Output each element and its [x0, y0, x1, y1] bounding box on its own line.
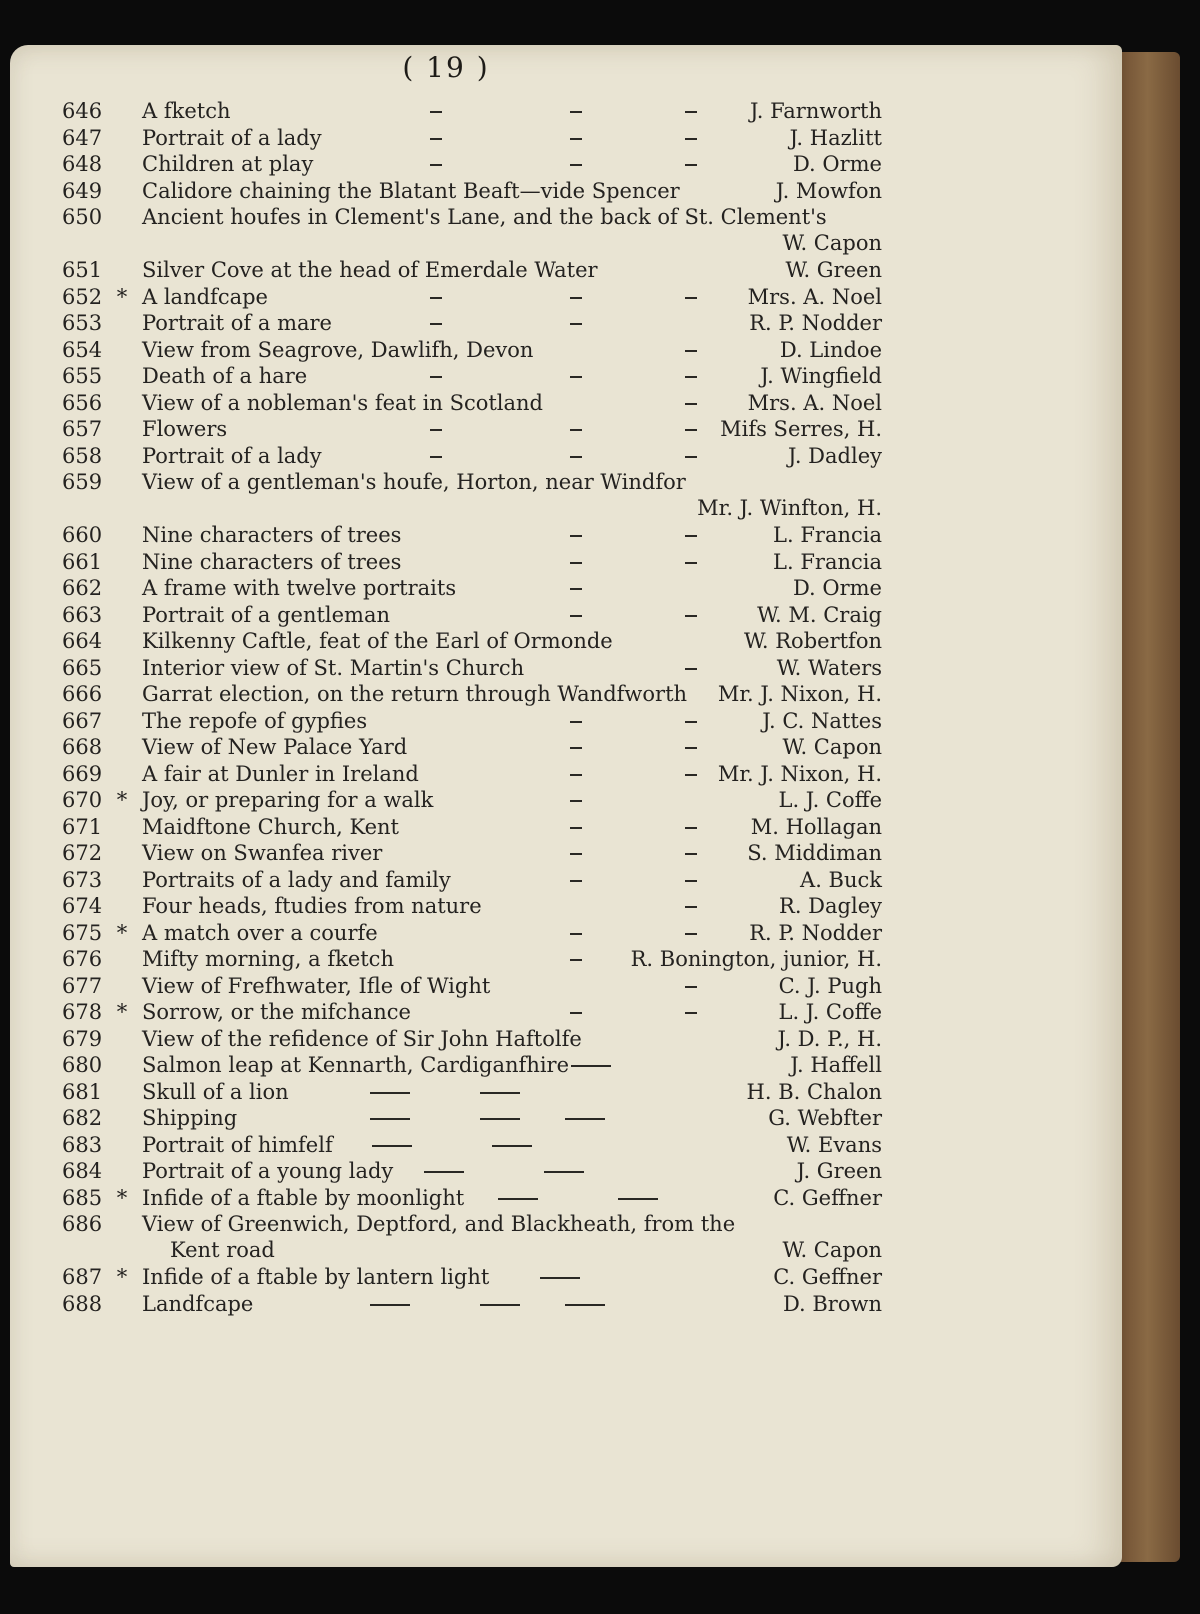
entry-number: 651: [62, 258, 103, 282]
catalogue-entry: [10, 629, 1122, 656]
entry-title: Infide of a ftable by moonlight: [142, 1185, 465, 1210]
entry-title: The repofe of gypfies: [142, 708, 368, 733]
entry-artist: R. Bonington, junior, H.: [630, 947, 882, 971]
entry-artist: W. Waters: [776, 655, 882, 680]
dash-separator: [685, 1012, 697, 1014]
catalogue-entry: [10, 391, 1122, 418]
entry-number: 659: [62, 470, 103, 494]
dash-separator: [565, 1304, 605, 1306]
entry-number: 668: [62, 735, 103, 759]
catalogue-entry: [10, 603, 1122, 630]
dash-separator: [685, 429, 697, 431]
dash-separator: [370, 1092, 410, 1094]
entry-title: Portraits of a lady and family: [142, 867, 451, 892]
catalogue-entry: [10, 709, 1122, 736]
entry-number: 648: [62, 152, 103, 176]
entry-title: Maidftone Church, Kent: [142, 814, 399, 839]
entry-title: Salmon leap at Kennarth, Cardiganfhire: [142, 1053, 570, 1077]
entry-title: View on Swanfea river: [142, 841, 383, 865]
entry-artist: Mifs Serres, H.: [720, 417, 882, 441]
entry-title: Interior view of St. Martin's Church: [142, 655, 525, 680]
entry-title: Garrat election, on the return through Wandfworth: [142, 682, 688, 706]
entry-artist: G. Webfter: [768, 1106, 882, 1130]
dash-separator: [685, 880, 697, 882]
entry-artist: J. Green: [796, 1159, 882, 1183]
entry-number: 671: [62, 814, 103, 839]
entry-number: 652: [62, 284, 103, 309]
entry-title: A fketch: [142, 99, 231, 123]
entry-artist: J. Wingfield: [760, 364, 882, 388]
catalogue-entry: [10, 1000, 1122, 1027]
page-header: [10, 51, 1122, 84]
dash-separator: [424, 1171, 464, 1173]
dash-separator: [370, 1118, 410, 1120]
dash-separator: [685, 164, 697, 166]
entry-title: Ancient houfes in Clement's Lane, and the back of St. Clement's: [142, 205, 827, 229]
dash-separator: [570, 323, 582, 325]
dash-separator: [480, 1304, 520, 1306]
dash-separator: [430, 164, 442, 166]
entry-number: 654: [62, 337, 103, 362]
entry-title: Shipping: [142, 1106, 238, 1130]
dash-separator: [570, 959, 582, 961]
catalogue-entry: [10, 1080, 1122, 1107]
dash-separator: [685, 615, 697, 617]
entry-artist: S. Middiman: [747, 841, 882, 865]
catalogue-entry: [10, 1106, 1122, 1133]
dash-separator: [570, 615, 582, 617]
dash-separator: [540, 1277, 580, 1279]
entry-number: 646: [62, 99, 103, 123]
dash-separator: [570, 111, 582, 113]
catalogue-entry: [10, 205, 1122, 258]
entry-title: Mifty morning, a fketch: [142, 947, 394, 971]
entry-title: View from Seagrove, Dawlifh, Devon: [142, 337, 534, 362]
dash-separator: [570, 933, 582, 935]
entry-title: Landfcape: [142, 1291, 254, 1316]
dash-separator: [430, 456, 442, 458]
entry-artist: J. Dadley: [788, 443, 882, 468]
catalogue-entry: [10, 735, 1122, 762]
entry-title: Silver Cove at the head of Emerdale Water: [142, 258, 598, 282]
dash-separator: [570, 721, 582, 723]
entry-artist: J. C. Nattes: [762, 708, 882, 733]
dash-separator: [685, 297, 697, 299]
dash-separator: [570, 456, 582, 458]
entry-number: 662: [62, 576, 103, 600]
entry-artist: D. Brown: [782, 1291, 882, 1316]
entry-number: 675: [62, 920, 103, 945]
catalogue-entry: [10, 550, 1122, 577]
dash-separator: [685, 562, 697, 564]
entry-title: View of New Palace Yard: [142, 735, 408, 759]
dash-separator: [685, 933, 697, 935]
entry-title: Calidore chaining the Blatant Beaft—vide Spencer: [142, 178, 680, 203]
entry-number: 672: [62, 841, 103, 865]
catalogue-entry: [10, 841, 1122, 868]
entry-artist: D. Orme: [792, 152, 882, 176]
entry-title: Children at play: [142, 152, 314, 176]
entry-number: 685: [62, 1185, 103, 1210]
dash-separator: [685, 827, 697, 829]
catalogue-entry: [10, 1159, 1122, 1186]
dash-separator: [685, 535, 697, 537]
entry-number: 686: [62, 1212, 103, 1236]
entry-title: Joy, or preparing for a walk: [142, 788, 434, 812]
dash-separator: [685, 853, 697, 855]
entry-number: 673: [62, 867, 103, 892]
entry-artist: W. Capon: [782, 231, 882, 255]
entry-number: 653: [62, 311, 103, 335]
entry-artist: W. Green: [785, 258, 882, 282]
entry-artist: R. P. Nodder: [749, 920, 882, 945]
entry-number: 649: [62, 178, 103, 203]
entry-number: 660: [62, 523, 103, 547]
catalogue-entry: [10, 338, 1122, 365]
entry-title: Flowers: [142, 417, 228, 441]
asterisk-mark: *: [116, 284, 128, 309]
catalogue-entry: [10, 682, 1122, 709]
entry-artist: W. Robertfon: [743, 629, 882, 653]
dash-separator: [480, 1118, 520, 1120]
dash-separator: [570, 774, 582, 776]
catalogue-entry: [10, 179, 1122, 206]
dash-separator: [570, 588, 582, 590]
entry-number: 687: [62, 1265, 103, 1289]
asterisk-mark: *: [116, 788, 128, 812]
dash-separator: [430, 323, 442, 325]
catalogue-entry: [10, 417, 1122, 444]
entry-number: 676: [62, 947, 103, 971]
catalogue-entry: [10, 364, 1122, 391]
asterisk-mark: *: [116, 1185, 128, 1210]
catalogue-entry: [10, 1186, 1122, 1213]
catalogue-entry: [10, 444, 1122, 471]
entry-artist: R. Dagley: [779, 894, 882, 918]
dash-separator: [570, 164, 582, 166]
dash-separator: [685, 668, 697, 670]
entry-number: 669: [62, 761, 103, 786]
entry-artist: L. J. Coffe: [778, 788, 882, 812]
dash-separator: [570, 429, 582, 431]
dash-separator: [570, 880, 582, 882]
dash-separator: [570, 800, 582, 802]
asterisk-mark: *: [116, 1000, 128, 1024]
entry-title: A frame with twelve portraits: [142, 576, 457, 600]
dash-separator: [685, 747, 697, 749]
asterisk-mark: *: [116, 1265, 128, 1289]
entry-title: Portrait of a gentleman: [142, 602, 391, 627]
entry-artist: Mr. J. Nixon, H.: [717, 682, 882, 706]
entry-title: A match over a courfe: [142, 920, 378, 945]
dash-separator: [685, 403, 697, 405]
entry-number: 663: [62, 602, 103, 627]
dash-separator: [492, 1145, 532, 1147]
catalogue-entry: [10, 576, 1122, 603]
dash-separator: [570, 297, 582, 299]
catalogue-entry: [10, 285, 1122, 312]
catalogue-entry: [10, 258, 1122, 285]
entry-number: 684: [62, 1159, 103, 1183]
dash-separator: [685, 138, 697, 140]
catalogue-entry: [10, 1212, 1122, 1265]
entry-artist: D. Orme: [792, 576, 882, 600]
dash-separator: [498, 1198, 538, 1200]
catalogue-entry: [10, 815, 1122, 842]
entry-artist: Mr. J. Winfton, H.: [697, 496, 882, 520]
dash-separator: [544, 1171, 584, 1173]
catalogue-entry: [10, 656, 1122, 683]
catalogue-entry: [10, 921, 1122, 948]
entry-title: View of Greenwich, Deptford, and Blackheath, from the: [142, 1212, 736, 1236]
entry-title: View of the refidence of Sir John Haftolfe: [142, 1026, 582, 1051]
entry-number: 670: [62, 788, 103, 812]
entry-number: 677: [62, 973, 103, 998]
dash-separator: [372, 1145, 412, 1147]
catalogue-entry: [10, 470, 1122, 523]
entry-number: 657: [62, 417, 103, 441]
dash-separator: [480, 1092, 520, 1094]
entry-title: Portrait of a mare: [142, 311, 332, 335]
entry-artist: R. P. Nodder: [749, 311, 882, 335]
entry-title-continued: Kent road: [170, 1238, 275, 1262]
dash-separator: [570, 1012, 582, 1014]
dash-separator: [570, 535, 582, 537]
catalogue-entry: [10, 99, 1122, 126]
entry-number: 683: [62, 1132, 103, 1157]
dash-separator: [430, 138, 442, 140]
entry-artist: W. Capon: [782, 1238, 882, 1262]
entry-artist: J. Farnworth: [750, 99, 882, 123]
entry-number: 666: [62, 682, 103, 706]
catalogue-entry: [10, 311, 1122, 338]
entry-title: Skull of a lion: [142, 1079, 289, 1104]
catalogue-entry: [10, 974, 1122, 1001]
entry-artist: W. M. Craig: [757, 602, 882, 627]
entry-artist: J. D. P., H.: [777, 1026, 882, 1051]
catalogue-entry: [10, 1027, 1122, 1054]
entry-artist: C. Geffner: [773, 1185, 882, 1210]
entry-artist: Mrs. A. Noel: [747, 284, 882, 309]
dash-separator: [570, 562, 582, 564]
entry-artist: J. Haffell: [790, 1053, 882, 1077]
entry-artist: L. J. Coffe: [778, 1000, 882, 1024]
dash-separator: [570, 376, 582, 378]
entry-artist: A. Buck: [800, 867, 882, 892]
entry-number: 681: [62, 1079, 103, 1104]
dash-separator: [430, 376, 442, 378]
dash-separator: [430, 297, 442, 299]
entry-title: View of Frefhwater, Ifle of Wight: [142, 973, 491, 998]
dash-separator: [685, 721, 697, 723]
entry-title: View of a nobleman's feat in Scotland: [142, 390, 543, 415]
entry-number: 679: [62, 1026, 103, 1051]
catalogue-entry: [10, 1133, 1122, 1160]
entry-title: View of a gentleman's houfe, Horton, near Windfor: [142, 470, 686, 494]
dash-separator: [685, 456, 697, 458]
entry-artist: C. J. Pugh: [778, 973, 882, 998]
dash-separator: [571, 1065, 611, 1067]
entry-number: 658: [62, 443, 103, 468]
entry-number: 680: [62, 1053, 103, 1077]
entry-number: 655: [62, 364, 103, 388]
page: [10, 45, 1122, 1567]
dash-separator: [570, 853, 582, 855]
entry-artist: L. Francia: [773, 549, 882, 574]
entry-number: 674: [62, 894, 103, 918]
entry-number: 650: [62, 205, 103, 229]
entry-title: Portrait of a lady: [142, 443, 322, 468]
entry-artist: Mrs. A. Noel: [747, 390, 882, 415]
entry-artist: L. Francia: [773, 523, 882, 547]
dash-separator: [430, 429, 442, 431]
entry-title: Four heads, ftudies from nature: [142, 894, 482, 918]
dash-separator: [685, 111, 697, 113]
catalogue-entry: [10, 126, 1122, 153]
catalogue-entry: [10, 762, 1122, 789]
entry-title: Nine characters of trees: [142, 549, 402, 574]
entry-artist: J. Hazlitt: [789, 125, 882, 150]
catalogue-entry: [10, 1053, 1122, 1080]
entry-number: 656: [62, 390, 103, 415]
catalogue-entry: [10, 1292, 1122, 1319]
page-number: ( 19 ): [402, 51, 490, 84]
entry-title: A landfcape: [142, 284, 268, 309]
entry-title: A fair at Dunler in Ireland: [142, 761, 419, 786]
entry-title: Portrait of a lady: [142, 125, 322, 150]
entry-artist: Mr. J. Nixon, H.: [717, 761, 882, 786]
catalogue-entry: [10, 788, 1122, 815]
dash-separator: [685, 350, 697, 352]
entry-artist: H. B. Chalon: [746, 1079, 882, 1104]
dash-separator: [370, 1304, 410, 1306]
entry-title: Nine characters of trees: [142, 523, 402, 547]
entry-number: 667: [62, 708, 103, 733]
entry-number: 664: [62, 629, 103, 653]
catalogue-entry: [10, 868, 1122, 895]
entry-title: Infide of a ftable by lantern light: [142, 1265, 490, 1289]
entry-title: Portrait of himfelf: [142, 1132, 333, 1157]
dash-separator: [570, 138, 582, 140]
entry-title: Death of a hare: [142, 364, 308, 388]
entry-title: Portrait of a young lady: [142, 1159, 394, 1183]
dash-separator: [618, 1198, 658, 1200]
catalogue-list: [10, 99, 1122, 1318]
catalogue-entry: [10, 894, 1122, 921]
catalogue-entry: [10, 152, 1122, 179]
dash-separator: [685, 986, 697, 988]
catalogue-entry: [10, 1265, 1122, 1292]
dash-separator: [685, 906, 697, 908]
entry-artist: D. Lindoe: [779, 337, 882, 362]
entry-artist: C. Geffner: [773, 1265, 882, 1289]
catalogue-entry: [10, 947, 1122, 974]
entry-artist: M. Hollagan: [750, 814, 882, 839]
entry-number: 647: [62, 125, 103, 150]
dash-separator: [685, 376, 697, 378]
entry-number: 665: [62, 655, 103, 680]
entry-artist: W. Capon: [782, 735, 882, 759]
dash-separator: [430, 111, 442, 113]
dash-separator: [570, 827, 582, 829]
catalogue-entry: [10, 523, 1122, 550]
entry-number: 688: [62, 1291, 103, 1316]
entry-number: 682: [62, 1106, 103, 1130]
entry-number: 661: [62, 549, 103, 574]
entry-title: Kilkenny Caftle, feat of the Earl of Ormonde: [142, 629, 613, 653]
asterisk-mark: *: [116, 920, 128, 945]
entry-title: Sorrow, or the mifchance: [142, 1000, 411, 1024]
dash-separator: [685, 774, 697, 776]
entry-artist: J. Mowfon: [775, 178, 882, 203]
entry-artist: W. Evans: [786, 1132, 882, 1157]
entry-number: 678: [62, 1000, 103, 1024]
dash-separator: [570, 747, 582, 749]
dash-separator: [565, 1118, 605, 1120]
